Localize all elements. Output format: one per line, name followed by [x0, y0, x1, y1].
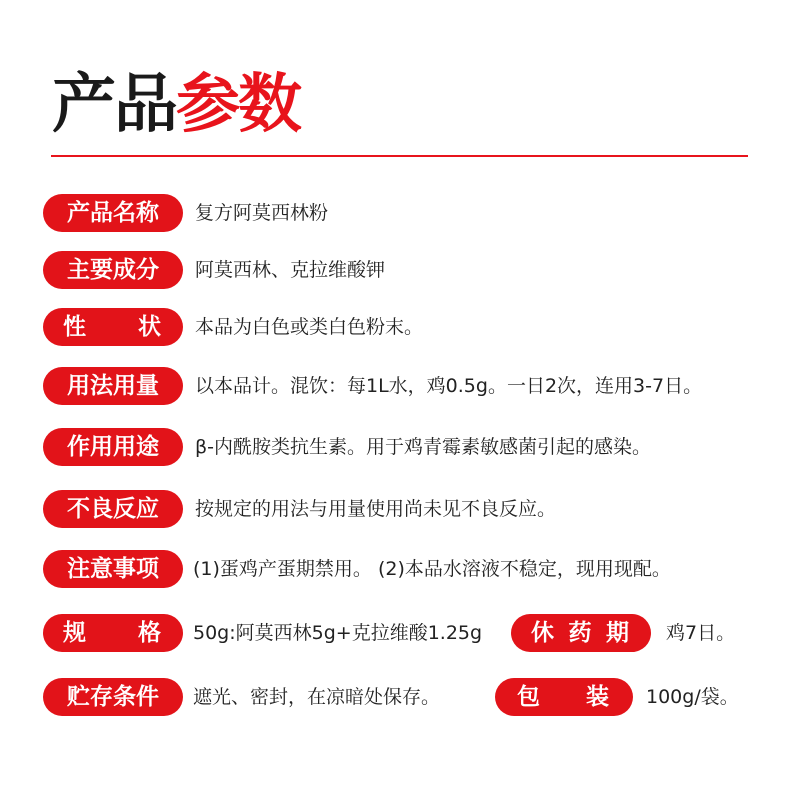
label-storage: 贮存条件	[43, 678, 183, 716]
value-adverse-reactions: 按规定的用法与用量使用尚未见不良反应。	[195, 498, 557, 520]
label-appearance	[43, 308, 183, 346]
title-divider	[51, 155, 748, 157]
param-row-product-name	[0, 193, 800, 233]
value-storage: 遮光、密封，在凉暗处保存。	[193, 686, 441, 708]
param-row-appearance	[0, 307, 800, 347]
label-withdrawal-period	[511, 614, 651, 652]
value-precautions: (1)蛋鸡产蛋期禁用。 (2)本品水溶液不稳定，现用现配。	[193, 558, 671, 580]
param-row-specification	[0, 613, 800, 653]
value-dosage: 以本品计。混饮：每1L水，鸡0.5g。一日2次，连用3-7日。	[195, 375, 703, 397]
page-title	[52, 62, 300, 148]
param-row-dosage	[0, 366, 800, 406]
value-withdrawal-period: 鸡7日。	[666, 622, 736, 644]
label-dosage: 用法用量	[43, 367, 183, 405]
label-withdrawal-period-char-3: 期	[606, 620, 629, 646]
param-row-adverse-reactions	[0, 489, 800, 529]
label-product-name: 产品名称	[43, 194, 183, 232]
value-main-ingredients: 阿莫西林、克拉维酸钾	[195, 259, 386, 281]
value-indications: β-内酰胺类抗生素。用于鸡青霉素敏感菌引起的感染。	[195, 436, 651, 458]
page-title-part-2: 参数	[176, 68, 300, 142]
label-specification	[43, 614, 183, 652]
value-appearance: 本品为白色或类白色粉末。	[195, 316, 424, 338]
label-appearance-char-2: 状	[138, 314, 161, 340]
label-packaging	[495, 678, 633, 716]
value-product-name: 复方阿莫西林粉	[195, 202, 329, 224]
label-packaging-char-1: 包	[517, 684, 540, 710]
label-indications: 作用用途	[43, 428, 183, 466]
label-appearance-char-1: 性	[63, 314, 86, 340]
param-row-precautions	[0, 549, 800, 589]
label-specification-char-2: 格	[138, 620, 161, 646]
label-main-ingredients: 主要成分	[43, 251, 183, 289]
value-packaging: 100g/袋。	[646, 686, 739, 708]
param-row-storage	[0, 677, 800, 717]
label-withdrawal-period-char-2: 药	[568, 620, 592, 646]
param-row-indications	[0, 427, 800, 467]
page-title-part-1: 产品	[52, 68, 176, 142]
label-adverse-reactions: 不良反应	[43, 490, 183, 528]
label-precautions: 注意事项	[43, 550, 183, 588]
label-withdrawal-period-char-1: 休	[531, 620, 554, 646]
label-packaging-char-2: 装	[586, 684, 609, 710]
value-specification: 50g:阿莫西林5g+克拉维酸1.25g	[193, 622, 483, 644]
label-specification-char-1: 规	[63, 620, 86, 646]
param-row-main-ingredients	[0, 250, 800, 290]
